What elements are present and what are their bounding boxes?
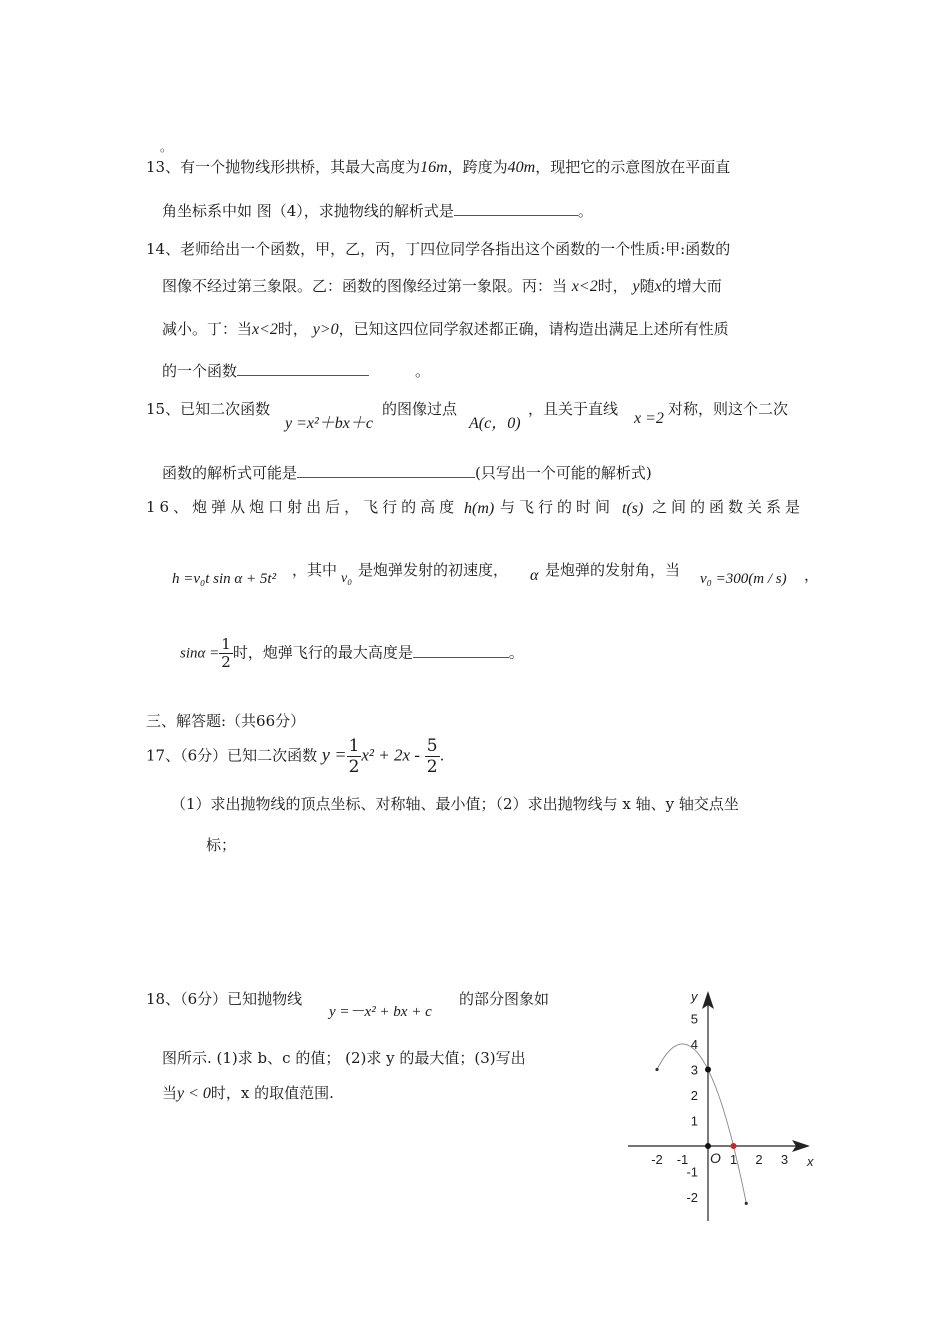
q18-equation: y =－x² + bx + c	[329, 1004, 432, 1020]
q16-text-d: ，其中	[292, 561, 338, 579]
q16-height-var: h(m)	[464, 500, 495, 517]
y-tick-label: 4	[690, 1037, 698, 1052]
q16-text-e: 是炮弹发射的初速度，	[358, 561, 509, 579]
graph-point	[731, 1143, 737, 1149]
q17-line3: 标；	[206, 836, 237, 854]
q14-line3: 减小。丁：当x<2时， y>0，已知这四位同学叙述都正确，请构造出满足上述所有性质	[162, 320, 729, 338]
q16-time-var: t(s)	[622, 500, 644, 517]
x-tick-label: -1	[676, 1152, 689, 1167]
q16-answer-blank[interactable]	[413, 643, 509, 658]
q16-v0: v₀	[341, 571, 353, 586]
q14-line4: 的一个函数 。	[162, 362, 431, 380]
parabola-graph	[620, 985, 820, 1225]
y-tick-label: 1	[690, 1113, 698, 1129]
q17-line2: （1）求出抛物线的顶点坐标、对称轴、最小值；（2）求出抛物线与 x 轴、y 轴交点坐	[171, 795, 739, 813]
q15-text-b: 的图像过点	[382, 400, 458, 418]
x-axis-label: x	[807, 1154, 814, 1169]
q16-text-b: 与飞行的时间	[500, 498, 615, 516]
q14-answer-blank[interactable]	[237, 361, 369, 376]
q13-answer-blank[interactable]	[454, 201, 578, 216]
q15-answer-blank[interactable]	[297, 463, 475, 478]
y-tick-label: 5	[690, 1011, 698, 1027]
origin-label: O	[710, 1150, 721, 1166]
q16-comma: ，	[804, 566, 820, 584]
y-axis-label: y	[691, 989, 698, 1004]
y-tick-label: -1	[686, 1164, 698, 1180]
q13-span: 40m	[507, 159, 536, 176]
q16-v0-value: v₀ =300(m / s)	[700, 571, 787, 587]
graph-point	[705, 1067, 711, 1073]
q16-fraction: $\frac{1}{2}$	[221, 635, 231, 671]
q16-formula: h =v₀t sin α + 5t²	[172, 571, 277, 587]
q15-point: A(c，0)	[469, 415, 521, 432]
x-tick-label: 1	[729, 1152, 738, 1167]
graph-axes	[628, 991, 810, 1221]
q16-alpha: α	[530, 567, 539, 584]
q18-text-b: 的部分图象如	[459, 990, 550, 1008]
q14-line2: 图像不经过第三象限。乙：函数的图像经过第一象限。丙：当 x<2时， y随x的增大而	[162, 277, 722, 295]
x-tick-label: 3	[780, 1152, 789, 1167]
q18-text-a: 18、（6分）已知抛物线	[146, 990, 303, 1008]
y-tick-label: 2	[690, 1088, 698, 1103]
curve-endpoint	[745, 1202, 748, 1205]
q15-text-c: ，且关于直线	[528, 400, 619, 418]
x-tick-label: 2	[755, 1152, 763, 1167]
q16-text-c: 之间的函数关系是	[652, 498, 805, 516]
q15-equation: y =x²＋bx＋c	[285, 415, 374, 432]
x-tick-label: -2	[651, 1152, 663, 1167]
q16-text-f: 是炮弹的发射角，当	[545, 561, 681, 579]
q15-line2: 函数的解析式可能是 (只写出一个可能的解析式)	[162, 464, 652, 482]
q16-line3: sinα = $\frac{1}{2}$ 时，炮弹飞行的最大高度是 。	[180, 635, 524, 671]
q15-line-eq: x =2	[634, 410, 664, 427]
parabola-curve	[657, 1044, 746, 1203]
q16-text-a: 16、炮弹从炮口射出后，飞行的高度	[146, 498, 459, 516]
q15-line1: 15、已知二次函数	[146, 400, 271, 418]
section-3-heading: 三、解答题:（共66分）	[146, 712, 306, 730]
top-mark: 。	[160, 140, 173, 154]
q13-height: 16m	[420, 159, 448, 176]
q18-line2: 图所示. (1)求 b、c 的值； (2)求 y 的最大值；(3)写出	[162, 1049, 526, 1067]
q18-line3: 当y < 0时，x 的取值范围.	[162, 1084, 334, 1102]
q15-text-d: 对称，则这个二次	[668, 400, 789, 418]
y-tick-label: -2	[686, 1190, 698, 1205]
q13-line2: 角坐标系中如 图（4），求抛物线的解析式是 。	[162, 202, 593, 220]
q14-line1: 14、老师给出一个函数，甲，乙，丙，丁四位同学各指出这个函数的一个性质:甲:函数的	[146, 240, 731, 258]
curve-endpoint	[655, 1068, 658, 1071]
q13-line1: 13、有一个抛物线形拱桥，其最大高度为16m，跨度为40m，现把它的示意图放在平面直	[146, 158, 731, 176]
q17-line1: 17、（6分）已知二次函数 y = $\frac{1}{2}$ x² + 2x - $\frac{5}{2}$ .	[146, 736, 445, 777]
graph-point	[705, 1143, 711, 1149]
y-tick-label: 3	[690, 1062, 698, 1078]
